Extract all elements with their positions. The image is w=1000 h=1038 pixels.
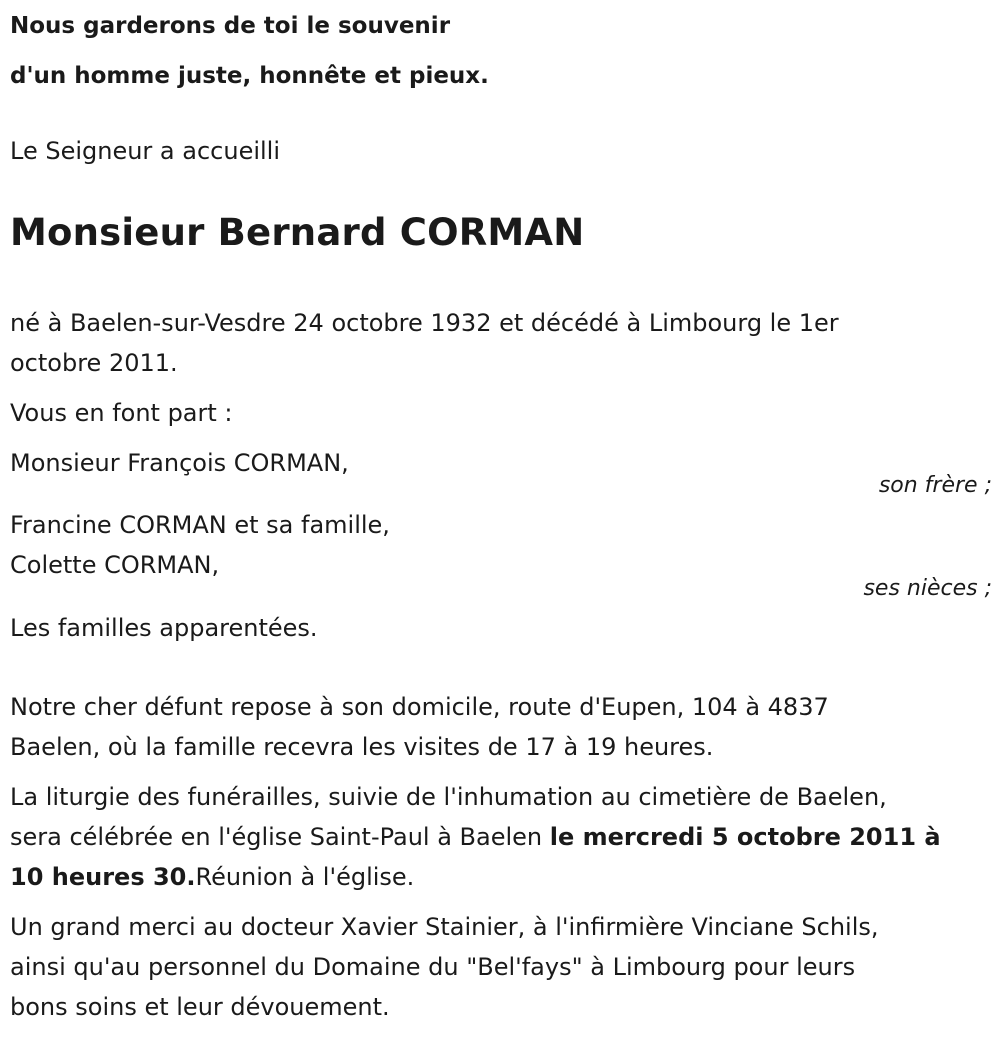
family-niece-2: Colette CORMAN,	[10, 551, 220, 579]
birth-death-line-1: né à Baelen-sur-Vesdre 24 octobre 1932 et décédé à Limbourg le 1er	[10, 309, 839, 337]
obituary-page	[10, 0, 992, 1021]
announce-text: Vous en font part :	[10, 399, 233, 427]
funeral-meeting: Réunion à l'église.	[195, 863, 415, 891]
thanks-line-2: ainsi qu'au personnel du Domaine du "Bel'fays" à Limbourg pour leurs	[10, 953, 856, 981]
intro-text: Le Seigneur a accueilli	[10, 137, 281, 165]
family-brother-name: Monsieur François CORMAN,	[10, 449, 349, 477]
epigraph	[10, 0, 992, 101]
funeral-line-2	[10, 817, 992, 857]
epigraph-line-2: d'un homme juste, honnête et pieux.	[10, 63, 489, 89]
funeral-line-1: La liturgie des funérailles, suivie de l'inhumation au cimetière de Baelen,	[10, 783, 887, 811]
family-nieces	[10, 505, 992, 585]
family-nieces-relation: ses nièces ;	[863, 576, 992, 601]
family-niece-1: Francine CORMAN et sa famille,	[10, 511, 390, 539]
birth-death-info	[10, 303, 992, 383]
family-others: Les familles apparentées.	[10, 614, 318, 642]
visitation-line-1: Notre cher défunt repose à son domicile, route d'Eupen, 104 à 4837	[10, 693, 829, 721]
deceased-name: Monsieur Bernard CORMAN	[10, 211, 585, 254]
thanks-info	[10, 907, 992, 1027]
funeral-date: le mercredi 5 octobre 2011 à	[549, 823, 941, 851]
family-brother-relation: son frère ;	[878, 473, 992, 498]
thanks-line-1: Un grand merci au docteur Xavier Stainier, à l'infirmière Vinciane Schils,	[10, 913, 879, 941]
visitation-info	[10, 687, 992, 767]
epigraph-line-1: Nous garderons de toi le souvenir	[10, 13, 451, 39]
funeral-info	[10, 777, 992, 897]
funeral-line-2-text: sera célébrée en l'église Saint-Paul à Baelen	[10, 823, 550, 851]
birth-death-line-2: octobre 2011.	[10, 349, 178, 377]
visitation-line-2: Baelen, où la famille recevra les visites de 17 à 19 heures.	[10, 733, 714, 761]
funeral-time: 10 heures 30.	[10, 863, 196, 891]
thanks-line-3: bons soins et leur dévouement.	[10, 993, 390, 1021]
funeral-line-3	[10, 857, 992, 897]
